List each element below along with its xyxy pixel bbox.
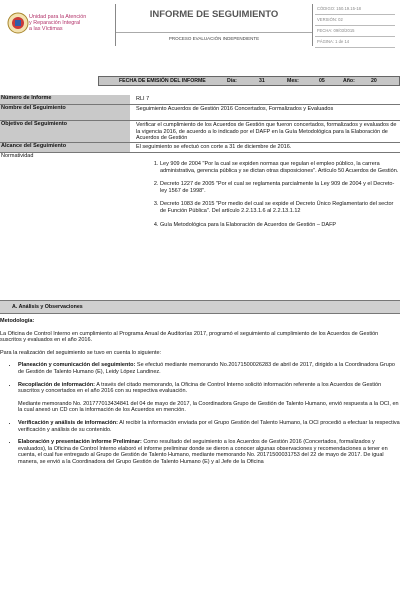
document-title: INFORME DE SEGUIMIENTO xyxy=(149,9,279,20)
method-step xyxy=(18,362,400,375)
report-info-table xyxy=(0,95,400,289)
section-title: A. Análisis y Observaciones xyxy=(12,304,83,310)
entity-line-1: Unidad para la Atención xyxy=(29,14,87,20)
objective-label: Objetivo del Seguimiento xyxy=(0,121,130,142)
regulations-label: Normatividad xyxy=(0,153,130,289)
step-title: Recopilación de información: xyxy=(18,381,96,388)
step-text: Mediante memorando No. 201777013434841 del 04 de mayo de 2017, la Coordinadora Grupo de Gestión de Talento Humano, envió respuesta a la OCI, en la cual anexó un CD con la información de los Acuerdos en mención. xyxy=(18,400,399,414)
regulation-item: 2. Decreto 1227 de 2005 "Por el cual se reglamenta parcialmente la Ley 909 de 2004 y el Decreto-ley 1567 de 1998". xyxy=(160,181,400,194)
method-step xyxy=(18,439,400,465)
entity-name xyxy=(29,14,113,32)
process-name: PROCESO EVALUACIÓN INDEPENDIENTE xyxy=(116,32,312,41)
section-header xyxy=(0,300,400,314)
report-number-label: Número de Informe xyxy=(0,95,130,104)
report-number-value: RLI 7 xyxy=(136,96,150,102)
logo-block xyxy=(5,4,113,46)
regulations-row xyxy=(0,153,400,289)
tracking-name-value: Seguimiento Acuerdos de Gestión 2016 Concertados, Formalizados y Evaluados xyxy=(136,106,334,112)
scope-value: El seguimiento se efectuó con corte a 31 de diciembre de 2016. xyxy=(136,144,292,150)
step-title: Planeación y comunicación del seguimiento: xyxy=(18,362,136,369)
step-text: Al recibir la información enviada por el Grupo Gestión del Talento Humano, la OCI procedió a efectuar la respectiva verificación y análisis de su contenido. xyxy=(18,419,400,433)
emission-date-label: FECHA DE EMISIÓN DEL INFORME xyxy=(119,78,206,84)
coat-of-arms-icon xyxy=(7,12,29,34)
entity-line-3: a las Víctimas xyxy=(29,26,63,32)
method-lead-in: Para la realización del seguimiento se tuvo en cuenta lo siguiente: xyxy=(0,349,162,356)
date-field: FECHA: 09/03/2015 xyxy=(315,26,395,37)
regulation-item: 3. Decreto 1083 de 2015 "Por medio del cual se expide el Decreto Único Reglamentario del sector de Función Pública". Del artículo 2.2.13.1.6 al 2.2.13.1.12 xyxy=(160,201,400,214)
regulations-list-wrap xyxy=(150,153,400,228)
step-text: Se efectuó mediante memorando No.20171500026283 de abril de 2017, dirigido a la Coordinadora Grupo de Gestión de Talento Humano (E), Leidy López Landinez. xyxy=(18,362,395,375)
document-metadata xyxy=(315,4,395,46)
step-title: Verificación y análisis de información: xyxy=(18,419,118,426)
month-label: Mes: xyxy=(287,78,299,84)
year-value: 20 xyxy=(371,78,377,84)
month-value: 05 xyxy=(319,78,325,84)
report-number-row xyxy=(0,95,400,105)
step-text: A través del citado memorando, la Oficina de Control Interno solicitó información referente a los Acuerdos de Gestión suscritos y concertados en el año 2016 con su respectiva evaluación. xyxy=(18,381,382,395)
code-field: CÓDIGO: 150.19.15-18 xyxy=(315,4,395,15)
method-step xyxy=(18,382,400,395)
method-step xyxy=(18,420,400,433)
entity-line-2: y Reparación Integral xyxy=(29,20,81,26)
intro-paragraph: La Oficina de Control Interno en cumplimiento al Programa Anual de Auditorías 2017, programó el seguimiento al cumplimiento de los Acuerdos de Gestión suscritos y evaluados en el año 2016. xyxy=(0,330,379,344)
year-label: Año: xyxy=(343,78,355,84)
tracking-name-label: Nombre del Seguimiento xyxy=(0,105,130,120)
scope-row xyxy=(0,143,400,153)
tracking-name-row xyxy=(0,105,400,121)
page-field: PÁGINA: 1 de 14 xyxy=(315,37,395,48)
version-field: VERSIÓN: 02 xyxy=(315,15,395,26)
step-title: Elaboración y presentación informe Preliminar: xyxy=(18,439,142,446)
method-step-continuation xyxy=(18,401,400,414)
day-label: Día: xyxy=(227,78,237,84)
regulation-item: 4. Guía Metodológica para la Elaboración de Acuerdos de Gestión – DAFP xyxy=(160,222,400,229)
regulations-list xyxy=(150,161,400,228)
section-body xyxy=(0,318,400,472)
objective-row xyxy=(0,121,400,143)
step-text: Como resultado del seguimiento a los Acuerdos de Gestión 2016 (Concertados, formalizados y evaluados), la Oficina de Control Interno elaboró el informe preliminar donde se dieron a conocer algunas observaciones y recomendaciones a tener en cuenta, el cual fue entregado al Grupo de Gestión de Talento Humano, mediante memorando No. 20171500031753 del 22 de mayo de 2017. De igual manera, se envió a la Coordinadora del Grupo Gestión de Talento Humano (E) y al Jefe de la Oficina xyxy=(18,439,388,465)
method-steps-list xyxy=(0,362,400,465)
objective-value: Verificar el cumplimiento de los Acuerdos de Gestión que fueron concertados, formalizados y evaluados de la vigencia 2016, de acuerdo a lo indicado por el DAFP en la Guía Metodológica para la Elaboración de Acuerdos de Gestión xyxy=(136,122,397,141)
document-header xyxy=(5,4,395,46)
day-value: 31 xyxy=(259,78,265,84)
emission-date-row xyxy=(98,76,400,86)
title-block xyxy=(115,4,313,46)
regulation-item: 1. Ley 909 de 2004 "Por la cual se expiden normas que regulan el empleo público, la carrera administrativa, gerencia pública y se dictan otras disposiciones". Artículo 50 Acuerdos de Gestión. xyxy=(160,161,400,174)
scope-label: Alcance del Seguimiento xyxy=(0,143,130,152)
methodology-label: Metodología: xyxy=(0,318,35,324)
